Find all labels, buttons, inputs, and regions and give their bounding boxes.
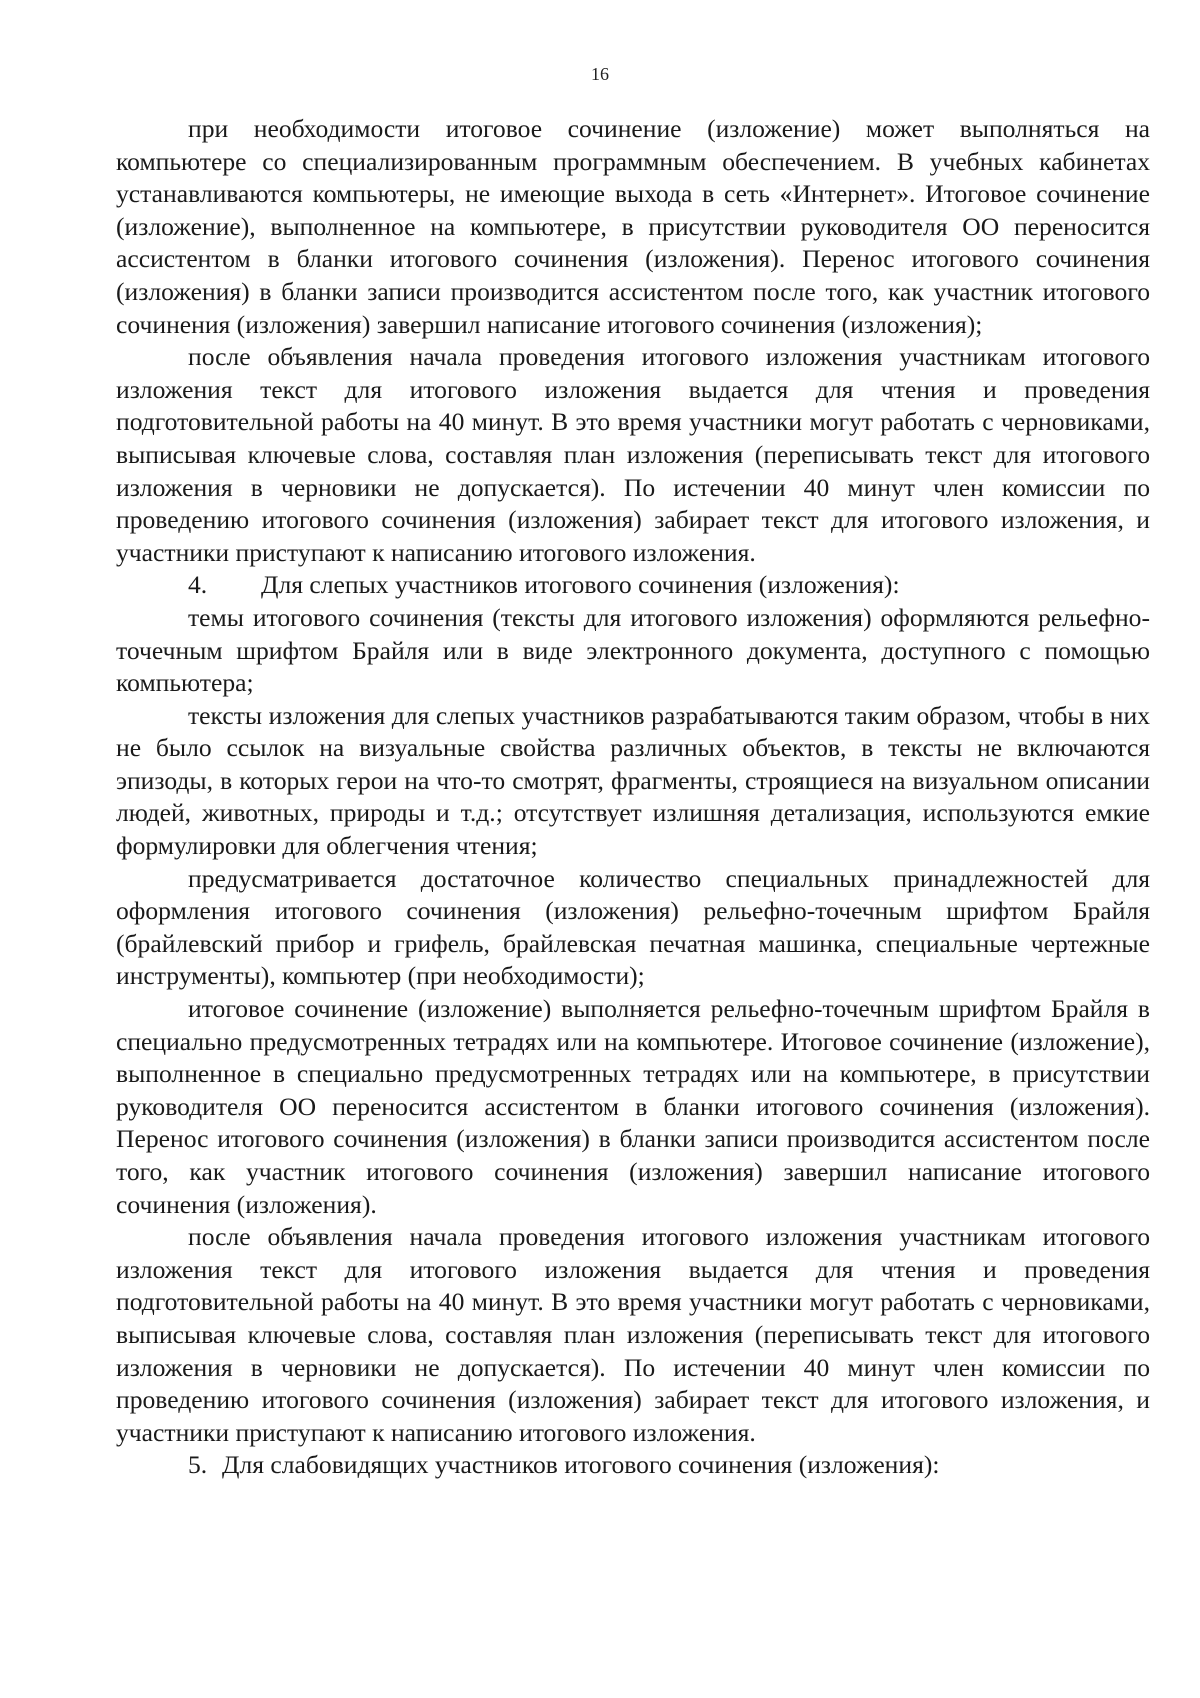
paragraph-izlozhenie-procedure: после объявления начала проведения итогового изложения участникам итогового изложения текст для итогового изложения выдается для чтения и проведения подготовительной работы на 40 минут. В это время участники могут работать с черновиками, выписывая ключевые слова, составляя план изложения (переписывать текст для итогового изложения в черновики не допускается). По истечении 40 минут член комиссии по проведению итогового сочинения (изложения) забирает текст для итогового изложения, и участники приступают к написанию итогового изложения. bbox=[116, 342, 1150, 567]
list-item-4-heading bbox=[116, 569, 1150, 602]
list-item-5-title: Для слабовидящих участников итогового сочинения (изложения): bbox=[222, 1450, 940, 1480]
list-item-5-number: 5. bbox=[188, 1450, 208, 1480]
page-number: 16 bbox=[591, 64, 609, 84]
list-item-4-title: Для слепых участников итогового сочинения (изложения): bbox=[261, 570, 900, 600]
paragraph-braille-writing: итоговое сочинение (изложение) выполняется рельефно-точечным шрифтом Брайля в специально предусмотренных тетрадях или на компьютере. Итоговое сочинение (изложение), выполненное в специально предусмотренных тетрадях или на компьютере, в присутствии руководителя ОО переносится ассистентом в бланки итогового сочинения (изложения). Перенос итогового сочинения (изложения) в бланки записи производится ассистентом после того, как участник итогового сочинения (изложения) завершил написание итогового сочинения (изложения). bbox=[116, 994, 1150, 1219]
list-item-5-heading bbox=[116, 1449, 1150, 1482]
paragraph-braille-supplies: предусматривается достаточное количество специальных принадлежностей для оформления итогового сочинения (изложения) рельефно-точечным шрифтом Брайля (брайлевский прибор и грифель, брайлевская печатная машинка, специальные чертежные инструменты), компьютер (при необходимости); bbox=[116, 863, 1150, 991]
document-body bbox=[116, 113, 1150, 1482]
paragraph-braille-topics: темы итогового сочинения (тексты для итогового изложения) оформляются рельефно-точечным шрифтом Брайля или в виде электронного документа, доступного с помощью компьютера; bbox=[116, 602, 1150, 698]
paragraph-computer-option: при необходимости итоговое сочинение (изложение) может выполняться на компьютере со специализированным программным обеспечением. В учебных кабинетах устанавливаются компьютеры, не имеющие выхода в сеть «Интернет». Итоговое сочинение (изложение), выполненное на компьютере, в присутствии руководителя ОО переносится ассистентом в бланки итогового сочинения (изложения). Перенос итогового сочинения (изложения) в бланки записи производится ассистентом после того, как участник итогового сочинения (изложения) завершил написание итогового сочинения (изложения); bbox=[116, 114, 1150, 339]
paragraph-texts-for-blind: тексты изложения для слепых участников разрабатываются таким образом, чтобы в них не было ссылок на визуальные свойства различных объектов, в тексты не включаются эпизоды, в которых герои на что-то смотрят, фрагменты, строящиеся на визуальном описании людей, животных, природы и т.д.; отсутствует излишняя детализация, используются емкие формулировки для облегчения чтения; bbox=[116, 700, 1150, 861]
paragraph-izlozhenie-procedure-blind: после объявления начала проведения итогового изложения участникам итогового изложения текст для итогового изложения выдается для чтения и проведения подготовительной работы на 40 минут. В это время участники могут работать с черновиками, выписывая ключевые слова, составляя план изложения (переписывать текст для итогового изложения в черновики не допускается). По истечении 40 минут член комиссии по проведению итогового сочинения (изложения) забирает текст для итогового изложения, и участники приступают к написанию итогового изложения. bbox=[116, 1222, 1150, 1447]
list-item-4-number: 4. bbox=[188, 570, 208, 600]
